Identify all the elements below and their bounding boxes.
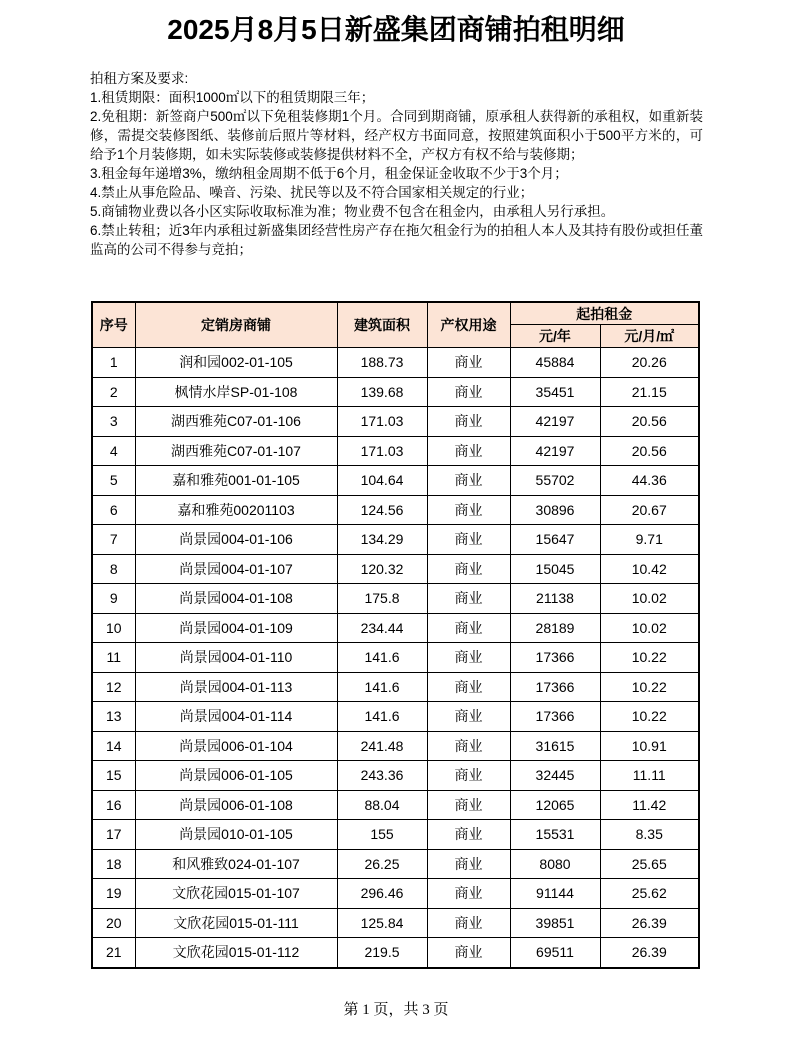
cell-shop: 文欣花园015-01-111 bbox=[135, 908, 337, 938]
cell-area: 141.6 bbox=[337, 672, 427, 702]
cell-no: 12 bbox=[92, 672, 135, 702]
cell-shop: 文欣花园015-01-107 bbox=[135, 879, 337, 909]
cell-no: 21 bbox=[92, 938, 135, 968]
cell-use: 商业 bbox=[427, 643, 510, 673]
cell-area: 139.68 bbox=[337, 377, 427, 407]
requirements-list bbox=[90, 88, 703, 259]
cell-rent-year: 39851 bbox=[510, 908, 600, 938]
cell-use: 商业 bbox=[427, 702, 510, 732]
table-row bbox=[92, 407, 699, 437]
cell-use: 商业 bbox=[427, 613, 510, 643]
cell-area: 188.73 bbox=[337, 348, 427, 378]
cell-rent-month: 9.71 bbox=[600, 525, 699, 555]
cell-area: 175.8 bbox=[337, 584, 427, 614]
cell-area: 141.6 bbox=[337, 702, 427, 732]
cell-shop: 尚景园004-01-109 bbox=[135, 613, 337, 643]
cell-rent-year: 91144 bbox=[510, 879, 600, 909]
cell-use: 商业 bbox=[427, 525, 510, 555]
cell-use: 商业 bbox=[427, 466, 510, 496]
cell-use: 商业 bbox=[427, 377, 510, 407]
column-header-area: 建筑面积 bbox=[337, 302, 427, 348]
cell-shop: 尚景园006-01-104 bbox=[135, 731, 337, 761]
cell-shop: 尚景园004-01-110 bbox=[135, 643, 337, 673]
cell-rent-year: 8080 bbox=[510, 849, 600, 879]
cell-shop: 尚景园006-01-108 bbox=[135, 790, 337, 820]
cell-area: 26.25 bbox=[337, 849, 427, 879]
requirement-item: 4.禁止从事危险品、噪音、污染、扰民等以及不符合国家相关规定的行业； bbox=[90, 185, 534, 200]
cell-use: 商业 bbox=[427, 348, 510, 378]
cell-shop: 尚景园004-01-114 bbox=[135, 702, 337, 732]
cell-use: 商业 bbox=[427, 584, 510, 614]
cell-no: 17 bbox=[92, 820, 135, 850]
cell-rent-year: 17366 bbox=[510, 702, 600, 732]
rental-table bbox=[91, 301, 700, 969]
cell-rent-month: 20.26 bbox=[600, 348, 699, 378]
cell-rent-year: 55702 bbox=[510, 466, 600, 496]
cell-rent-year: 28189 bbox=[510, 613, 600, 643]
table-row bbox=[92, 613, 699, 643]
cell-no: 2 bbox=[92, 377, 135, 407]
column-header-rent-group: 起拍租金 bbox=[510, 302, 699, 325]
cell-rent-year: 21138 bbox=[510, 584, 600, 614]
column-header-no: 序号 bbox=[92, 302, 135, 348]
cell-rent-month: 11.42 bbox=[600, 790, 699, 820]
cell-shop: 和风雅致024-01-107 bbox=[135, 849, 337, 879]
cell-area: 171.03 bbox=[337, 407, 427, 437]
table-row bbox=[92, 554, 699, 584]
cell-use: 商业 bbox=[427, 554, 510, 584]
page-title: 2025月8月5日新盛集团商铺拍租明细 bbox=[167, 14, 625, 45]
cell-rent-year: 35451 bbox=[510, 377, 600, 407]
cell-rent-month: 20.56 bbox=[600, 407, 699, 437]
cell-rent-year: 15647 bbox=[510, 525, 600, 555]
cell-rent-month: 26.39 bbox=[600, 908, 699, 938]
cell-shop: 枫情水岸SP-01-108 bbox=[135, 377, 337, 407]
table-row bbox=[92, 702, 699, 732]
cell-no: 15 bbox=[92, 761, 135, 791]
cell-area: 125.84 bbox=[337, 908, 427, 938]
cell-shop: 尚景园004-01-108 bbox=[135, 584, 337, 614]
cell-no: 1 bbox=[92, 348, 135, 378]
column-header-use: 产权用途 bbox=[427, 302, 510, 348]
cell-use: 商业 bbox=[427, 731, 510, 761]
requirement-item: 5.商铺物业费以各小区实际收取标准为准；物业费不包含在租金内，由承租人另行承担。 bbox=[90, 204, 615, 219]
requirement-item: 6.禁止转租；近3年内承租过新盛集团经营性房产存在拖欠租金行为的拍租人本人及其持有股份或担任董监高的公司不得参与竞拍； bbox=[90, 223, 703, 257]
cell-use: 商业 bbox=[427, 938, 510, 968]
cell-area: 234.44 bbox=[337, 613, 427, 643]
requirements-section bbox=[90, 69, 703, 259]
cell-rent-month: 10.22 bbox=[600, 702, 699, 732]
table-row bbox=[92, 466, 699, 496]
column-header-rent-year: 元/年 bbox=[510, 325, 600, 348]
cell-rent-year: 17366 bbox=[510, 643, 600, 673]
cell-shop: 尚景园004-01-107 bbox=[135, 554, 337, 584]
cell-shop: 文欣花园015-01-112 bbox=[135, 938, 337, 968]
table-row bbox=[92, 908, 699, 938]
requirement-item: 1.租赁期限：面积1000㎡以下的租赁期限三年； bbox=[90, 90, 375, 105]
cell-area: 141.6 bbox=[337, 643, 427, 673]
cell-area: 134.29 bbox=[337, 525, 427, 555]
cell-no: 7 bbox=[92, 525, 135, 555]
table-row bbox=[92, 348, 699, 378]
cell-area: 243.36 bbox=[337, 761, 427, 791]
cell-rent-month: 11.11 bbox=[600, 761, 699, 791]
cell-use: 商业 bbox=[427, 849, 510, 879]
cell-rent-month: 25.62 bbox=[600, 879, 699, 909]
cell-shop: 尚景园006-01-105 bbox=[135, 761, 337, 791]
cell-no: 3 bbox=[92, 407, 135, 437]
cell-use: 商业 bbox=[427, 436, 510, 466]
cell-rent-month: 25.65 bbox=[600, 849, 699, 879]
cell-no: 14 bbox=[92, 731, 135, 761]
cell-rent-month: 10.22 bbox=[600, 643, 699, 673]
cell-use: 商业 bbox=[427, 672, 510, 702]
cell-rent-year: 32445 bbox=[510, 761, 600, 791]
cell-rent-year: 42197 bbox=[510, 407, 600, 437]
table-row bbox=[92, 584, 699, 614]
cell-area: 296.46 bbox=[337, 879, 427, 909]
table-header bbox=[92, 302, 699, 348]
cell-shop: 嘉和雅苑001-01-105 bbox=[135, 466, 337, 496]
cell-no: 20 bbox=[92, 908, 135, 938]
cell-area: 219.5 bbox=[337, 938, 427, 968]
cell-no: 16 bbox=[92, 790, 135, 820]
table-row bbox=[92, 731, 699, 761]
cell-no: 8 bbox=[92, 554, 135, 584]
cell-area: 155 bbox=[337, 820, 427, 850]
cell-rent-month: 10.02 bbox=[600, 584, 699, 614]
table-row bbox=[92, 495, 699, 525]
requirement-item: 2.免租期：新签商户500㎡以下免租装修期1个月。合同到期商铺，原承租人获得新的承租权，如重新装修，需提交装修图纸、装修前后照片等材料，经产权方书面同意，按照建筑面积小于500平方米的，可给予1个月装修期，如未实际装修或装修提供材料不全，产权方有权不给与装修期； bbox=[90, 109, 703, 162]
cell-use: 商业 bbox=[427, 908, 510, 938]
cell-use: 商业 bbox=[427, 879, 510, 909]
requirements-heading: 拍租方案及要求: bbox=[90, 71, 189, 86]
table-row bbox=[92, 761, 699, 791]
table-row bbox=[92, 790, 699, 820]
cell-rent-month: 10.22 bbox=[600, 672, 699, 702]
cell-rent-month: 8.35 bbox=[600, 820, 699, 850]
cell-rent-month: 20.56 bbox=[600, 436, 699, 466]
cell-rent-month: 10.42 bbox=[600, 554, 699, 584]
cell-shop: 嘉和雅苑00201103 bbox=[135, 495, 337, 525]
cell-use: 商业 bbox=[427, 407, 510, 437]
cell-no: 5 bbox=[92, 466, 135, 496]
cell-shop: 尚景园004-01-106 bbox=[135, 525, 337, 555]
cell-rent-month: 21.15 bbox=[600, 377, 699, 407]
cell-use: 商业 bbox=[427, 820, 510, 850]
cell-no: 19 bbox=[92, 879, 135, 909]
cell-area: 171.03 bbox=[337, 436, 427, 466]
cell-rent-month: 26.39 bbox=[600, 938, 699, 968]
cell-use: 商业 bbox=[427, 761, 510, 791]
cell-shop: 润和园002-01-105 bbox=[135, 348, 337, 378]
cell-use: 商业 bbox=[427, 790, 510, 820]
cell-shop: 湖西雅苑C07-01-106 bbox=[135, 407, 337, 437]
page-footer: 第 1 页，共 3 页 bbox=[343, 1002, 449, 1018]
cell-shop: 尚景园010-01-105 bbox=[135, 820, 337, 850]
cell-area: 104.64 bbox=[337, 466, 427, 496]
column-header-rent-month: 元/月/㎡ bbox=[600, 325, 699, 348]
cell-rent-year: 69511 bbox=[510, 938, 600, 968]
cell-rent-year: 17366 bbox=[510, 672, 600, 702]
cell-area: 88.04 bbox=[337, 790, 427, 820]
table-row bbox=[92, 672, 699, 702]
cell-rent-month: 10.91 bbox=[600, 731, 699, 761]
cell-shop: 尚景园004-01-113 bbox=[135, 672, 337, 702]
table-row bbox=[92, 436, 699, 466]
cell-rent-year: 42197 bbox=[510, 436, 600, 466]
table-body bbox=[92, 348, 699, 968]
cell-area: 241.48 bbox=[337, 731, 427, 761]
table-row bbox=[92, 879, 699, 909]
table-row bbox=[92, 643, 699, 673]
cell-no: 11 bbox=[92, 643, 135, 673]
cell-use: 商业 bbox=[427, 495, 510, 525]
cell-rent-year: 31615 bbox=[510, 731, 600, 761]
cell-rent-year: 12065 bbox=[510, 790, 600, 820]
cell-rent-month: 20.67 bbox=[600, 495, 699, 525]
cell-rent-year: 15045 bbox=[510, 554, 600, 584]
cell-no: 6 bbox=[92, 495, 135, 525]
table-row bbox=[92, 525, 699, 555]
table-row bbox=[92, 820, 699, 850]
cell-no: 18 bbox=[92, 849, 135, 879]
cell-rent-month: 44.36 bbox=[600, 466, 699, 496]
cell-area: 120.32 bbox=[337, 554, 427, 584]
table-row bbox=[92, 849, 699, 879]
cell-no: 4 bbox=[92, 436, 135, 466]
cell-shop: 湖西雅苑C07-01-107 bbox=[135, 436, 337, 466]
cell-rent-year: 15531 bbox=[510, 820, 600, 850]
table-row bbox=[92, 938, 699, 968]
cell-no: 10 bbox=[92, 613, 135, 643]
cell-rent-month: 10.02 bbox=[600, 613, 699, 643]
cell-area: 124.56 bbox=[337, 495, 427, 525]
cell-no: 13 bbox=[92, 702, 135, 732]
cell-no: 9 bbox=[92, 584, 135, 614]
column-header-shop: 定销房商铺 bbox=[135, 302, 337, 348]
cell-rent-year: 30896 bbox=[510, 495, 600, 525]
cell-rent-year: 45884 bbox=[510, 348, 600, 378]
table-row bbox=[92, 377, 699, 407]
requirement-item: 3.租金每年递增3%，缴纳租金周期不低于6个月，租金保证金收取不少于3个月； bbox=[90, 166, 568, 181]
